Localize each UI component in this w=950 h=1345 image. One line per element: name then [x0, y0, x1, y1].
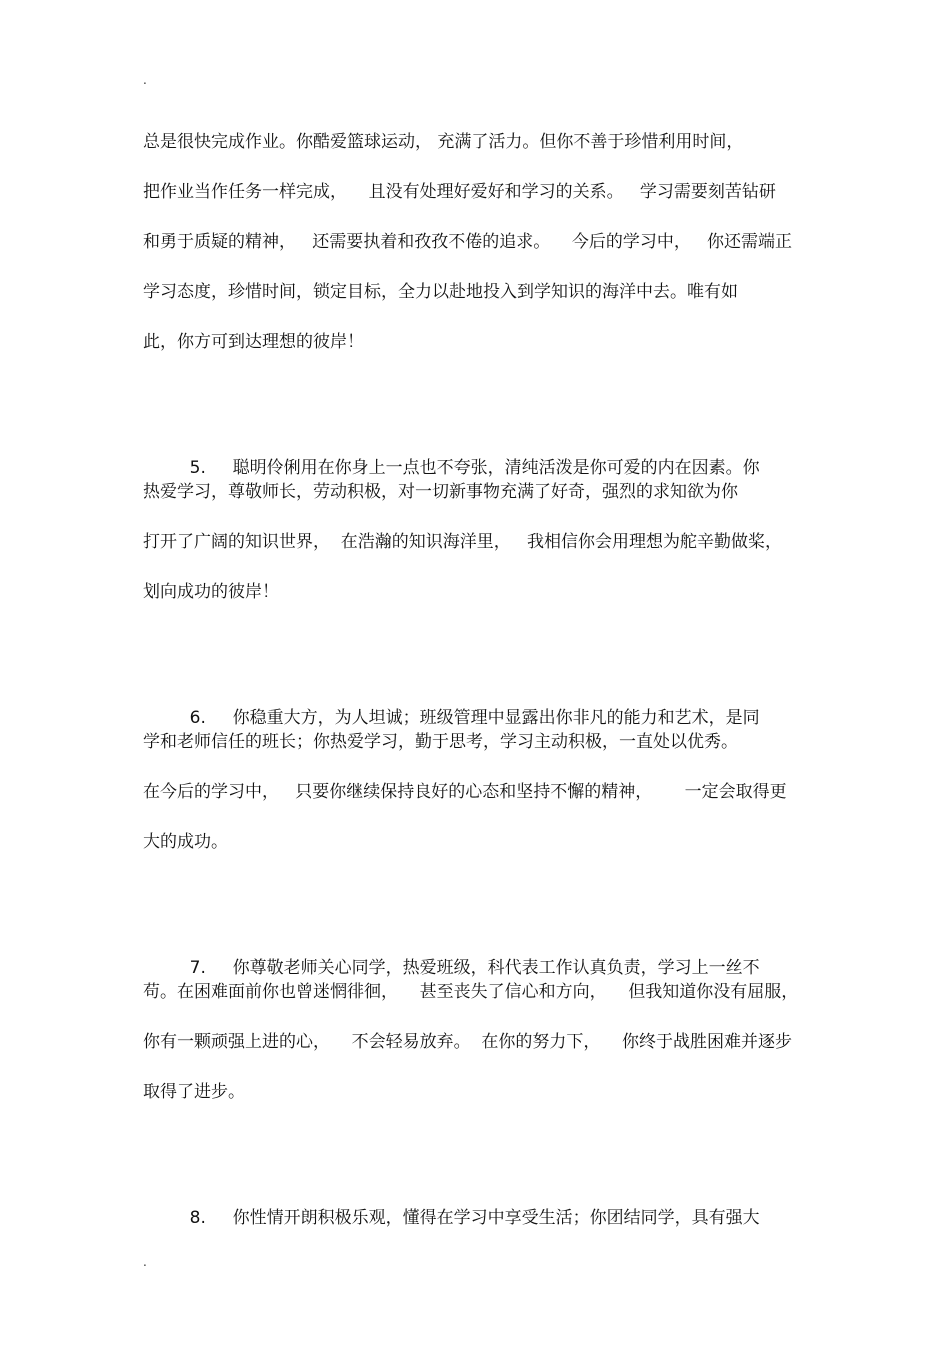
- paragraph-line: 把作业当作任务一样完成， 且没有处理好爱好和学习的关系。 学习需要刻苦钻研: [143, 182, 776, 202]
- list-item-8-first-line: [143, 1179, 813, 1257]
- paragraph-line: 学习态度，珍惜时间，锁定目标，全力以赴地投入到学知识的海洋中去。唯有如: [143, 282, 738, 302]
- page-marker-bottom: .: [143, 1255, 147, 1269]
- list-item-number: 6.: [189, 708, 206, 728]
- paragraph-line: 划向成功的彼岸！: [143, 582, 279, 602]
- paragraph-line: 大的成功。: [143, 832, 228, 852]
- paragraph-line: 你性情开朗积极乐观，懂得在学习中享受生活；你团结同学，具有强大: [232, 1208, 760, 1228]
- paragraph-line: 打开了广阔的知识世界， 在浩瀚的知识海洋里， 我相信你会用理想为舵辛勤做桨，: [143, 532, 783, 552]
- paragraph-line: 你尊敬老师关心同学，热爱班级，科代表工作认真负责，学习上一丝不: [232, 958, 760, 978]
- paragraph-line: 和勇于质疑的精神， 还需要执着和孜孜不倦的追求。 今后的学习中， 你还需端正: [143, 232, 793, 252]
- paragraph-line: 取得了进步。: [143, 1082, 245, 1102]
- page-marker-top: .: [143, 73, 147, 87]
- paragraph-line: 总是很快完成作业。你酷爱篮球运动， 充满了活力。但你不善于珍惜利用时间，: [143, 132, 744, 152]
- list-item-number: 7.: [189, 958, 206, 978]
- paragraph-line: 你有一颗顽强上进的心， 不会轻易放弃。 在你的努力下， 你终于战胜困难并逐步: [143, 1032, 793, 1052]
- list-item-number: 8.: [189, 1208, 206, 1228]
- list-item-number: 5.: [189, 458, 206, 478]
- paragraph-line: 聪明伶俐用在你身上一点也不夸张，清纯活泼是你可爱的内在因素。你: [232, 458, 760, 478]
- paragraph-line: 苟。在困难面前你也曾迷惘徘徊， 甚至丧失了信心和方向， 但我知道你没有屈服，: [143, 982, 799, 1002]
- paragraph-line: 热爱学习，尊敬师长，劳动积极，对一切新事物充满了好奇，强烈的求知欲为你: [143, 482, 738, 502]
- paragraph-line: 学和老师信任的班长；你热爱学习，勤于思考，学习主动积极，一直处以优秀。: [143, 732, 738, 752]
- paragraph-line: 此，你方可到达理想的彼岸！: [143, 332, 364, 352]
- paragraph-line: 你稳重大方，为人坦诚；班级管理中显露出你非凡的能力和艺术，是同: [232, 708, 760, 728]
- paragraph-line: 在今后的学习中， 只要你继续保持良好的心态和坚持不懈的精神， 一定会取得更: [143, 782, 787, 802]
